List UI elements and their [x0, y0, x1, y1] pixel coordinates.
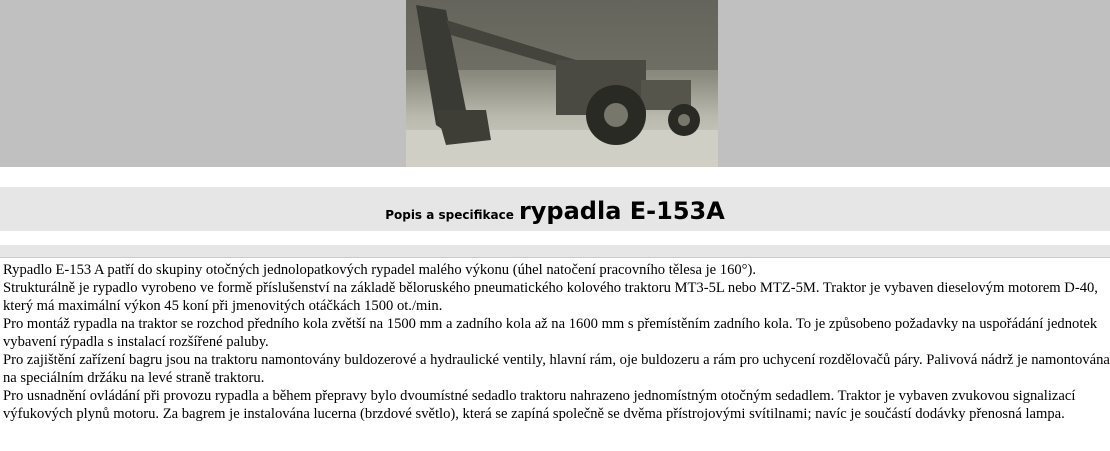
page-title — [0, 187, 1110, 231]
title-main: rypadla E-153A — [518, 197, 725, 225]
photo-band — [0, 0, 1110, 167]
separator-band — [0, 245, 1110, 258]
paragraph: Pro zajištění zařízení bagru jsou na traktoru namontovány buldozerové a hydraulické ventily, hlavní rám, oje buldozeru a rám pro uchycení rozdělovačů páry. Palivová nádrž je namontována na speciálním držáku na levé straně traktoru. — [3, 352, 1110, 386]
paragraph: Pro usnadnění ovládání při provozu rypadla a během přepravy bylo dvoumístné sedadlo traktoru nahrazeno jednomístným otočným sedadlem. Traktor je vybaven zvukovou signalizací výfukových plynů motoru. Za bagrem je instalována lucerna (brzdové světlo), která se zapíná společně se dvěma přístrojovými svítilnami; navíc je součástí dodávky přenosná lampa. — [3, 388, 1076, 422]
paragraph: Rypadlo E-153 A patří do skupiny otočných jednolopatkových rypadel malého výkonu (úhel natočení pracovního tělesa je 160°). — [3, 262, 757, 278]
tractor-image-icon — [406, 0, 718, 167]
paragraph: Pro montáž rypadla na traktor se rozchod předního kola zvětší na 1500 mm a zadního kola až na 1600 mm s přemístěním zadního kola. To je způsobeno požadavky na uspořádání jednotek vybavení rýpadla s instalací rozšířené paluby. — [3, 316, 1098, 350]
title-prefix: Popis a specifikace — [385, 208, 514, 222]
description-text — [3, 261, 1110, 423]
excavator-photo — [406, 0, 718, 167]
paragraph: Strukturálně je rypadlo vyrobeno ve formě příslušenství na základě běloruského pneumatického kolového traktoru MT3-5L nebo MTZ-5M. Traktor je vybaven dieselovým motorem D-40, který má maximální výkon 45 koní při jmenovitých otáčkách 1500 ot./min. — [3, 280, 1098, 314]
